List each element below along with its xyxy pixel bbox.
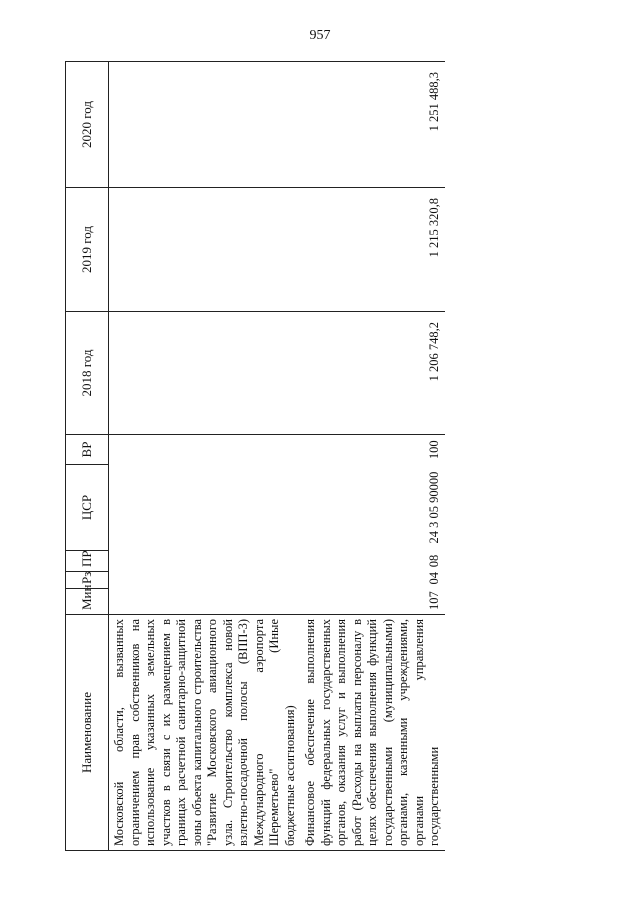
row-1-csr	[109, 465, 301, 551]
header-csr: ЦСР	[66, 465, 109, 551]
table-header-row	[66, 62, 109, 851]
row-2-vr: 100	[300, 435, 445, 465]
row-1-pr	[109, 551, 301, 572]
row-2-name	[300, 615, 445, 851]
row-2-name-last: государственными	[427, 746, 441, 846]
row-2-csr: 24 3 05 90000	[427, 471, 441, 544]
header-pr: ПР	[66, 551, 109, 572]
header-2018: 2018 год	[66, 312, 109, 435]
header-min: Мин	[66, 589, 109, 615]
header-name: Наименование	[66, 615, 109, 851]
page-number: 957	[309, 28, 331, 43]
table-row	[109, 62, 301, 851]
row-1-rz	[109, 572, 301, 589]
row-2-min: 107	[300, 589, 445, 615]
rotated-sheet	[65, 62, 613, 851]
row-2-name-text: Финансовое обеспечение выполнения функций федеральных государственных органов, оказания услуг и выполнения работ (Расходы на выплаты персоналу в целях обеспечения выполнения функций государственными (муниципальными) органами, казенными учреждениями, органами управления	[303, 619, 426, 846]
header-2020: 2020 год	[66, 62, 109, 188]
header-vr: ВР	[66, 435, 109, 465]
row-2-rz: 04	[427, 572, 441, 585]
row-2-2020: 1 251 488,3	[300, 62, 445, 188]
row-2-pr: 08	[427, 554, 441, 568]
row-1-2018	[109, 312, 301, 435]
table-row	[300, 62, 445, 851]
row-1-name-last: бюджетные ассигнования)	[282, 705, 297, 846]
row-2-2019: 1 215 320,8	[300, 188, 445, 312]
row-1-name-text: Московской области, вызванных ограничением прав собственников на использование указанных земельных участков в связи с их размещением в границах расчетной санитарно-защитной зоны объекта капитального строительства "Развитие Московского авиационного узла. Строительство комплекса новой взлетно-посадочной полосы (ВПП-3) Международного аэропорта Шереметьево" (Иные	[112, 619, 281, 846]
row-1-vr	[109, 435, 301, 465]
row-1-2019	[109, 188, 301, 312]
row-1-name	[109, 615, 301, 851]
row-1-min	[109, 589, 301, 615]
header-rz: Рз	[66, 572, 109, 589]
header-2019: 2019 год	[66, 188, 109, 312]
row-2-2018: 1 206 748,2	[300, 312, 445, 435]
budget-table	[65, 61, 445, 851]
row-1-2020	[109, 62, 301, 188]
